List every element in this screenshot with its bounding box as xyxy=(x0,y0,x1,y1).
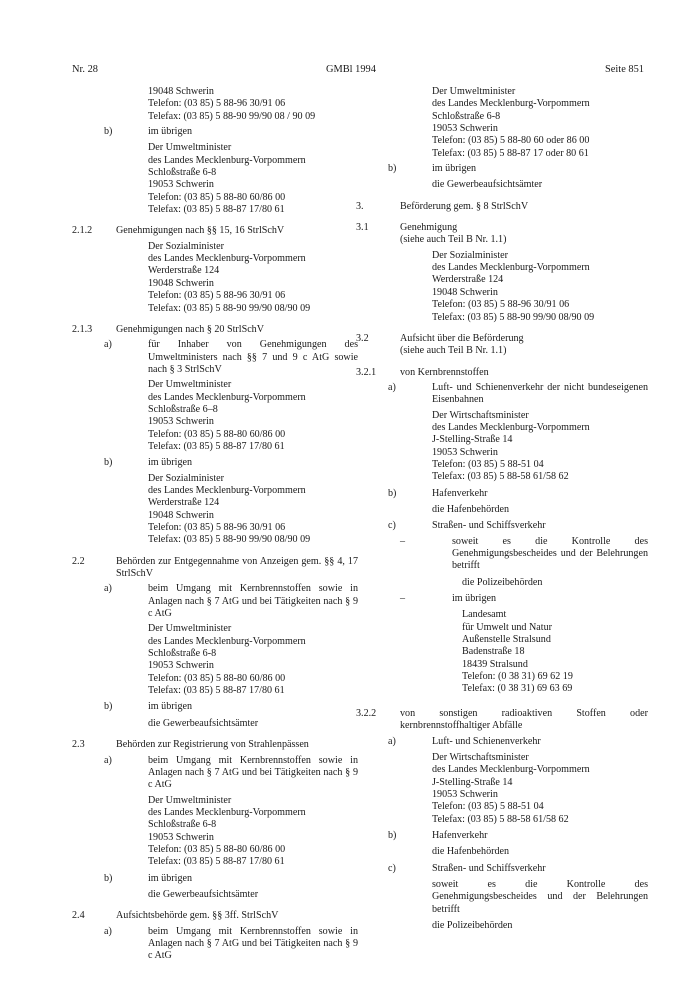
page-label: Seite 851 xyxy=(605,64,644,75)
address-block xyxy=(356,504,648,516)
address-text: Der Umweltminister des Landes Mecklenburg-Vorpommern Schloßstraße 6-8 19053 Schwerin Telefon: (03 85) 5 88-80 60 oder 86 00 Telefax: (03 85) 5 88-87 17 oder 80 61 xyxy=(432,86,590,159)
section-number: 2.4 xyxy=(72,910,85,922)
section-heading xyxy=(356,222,648,247)
address-block xyxy=(72,718,358,730)
address-text: Der Sozialminister des Landes Mecklenburg-Vorpommern Werderstraße 124 19048 Schwerin Telefon: (03 85) 5 88-96 30/91 06 Telefax: (03 85) 5 88-90 99/90 08/90 09 xyxy=(432,249,595,323)
list-item-text: Straßen- und Schiffsverkehr xyxy=(432,520,546,532)
list-item-text: beim Umgang mit Kernbrennstoffen sowie in Anlagen nach § 7 AtG und bei Tätigkeiten nach § 9 c AtG xyxy=(148,925,358,962)
section-heading xyxy=(72,556,358,581)
list-item xyxy=(72,583,358,620)
list-item xyxy=(72,926,358,963)
section-number: 3.2 xyxy=(356,332,369,344)
address-text: Der Sozialminister des Landes Mecklenburg-Vorpommern Werderstraße 124 19048 Schwerin Telefon: (03 85) 5 88-96 30/91 06 Telefax: (03 85) 5 88-90 99/90 08/90 09 xyxy=(148,240,311,314)
list-item-text: für Inhaber von Genehmigungen des Umweltministers nach §§ 7 und 9 c AtG sowie nach § 3 StrlSchV xyxy=(148,339,358,375)
section-heading xyxy=(356,367,648,379)
list-item xyxy=(356,382,648,407)
list-item-text: Hafenverkehr xyxy=(432,829,488,841)
list-item-text: im übrigen xyxy=(148,126,193,138)
list-item xyxy=(356,163,648,175)
list-item-text: Luft- und Schienenverkehr xyxy=(432,736,541,748)
section-heading xyxy=(356,708,648,733)
address-text: soweit es die Kontrolle des Genehmigungsbescheides und der Belehrungen betrifft xyxy=(432,878,648,915)
list-item-text: beim Umgang mit Kernbrennstoffen sowie in Anlagen nach § 7 AtG und bei Tätigkeiten nach § 9 c AtG xyxy=(148,754,358,791)
list-marker: a) xyxy=(104,925,112,937)
address-text: Der Umweltminister des Landes Mecklenburg-Vorpommern Schloßstraße 6-8 19053 Schwerin Telefon: (03 85) 5 88-80 60/86 00 Telefax: (03 85) 5 88-87 17/80 61 xyxy=(148,142,306,216)
section-number: 3.2.1 xyxy=(356,366,377,378)
list-item xyxy=(356,536,648,573)
list-marker: b) xyxy=(388,829,397,841)
section-number: 3.1 xyxy=(356,222,369,234)
address-block xyxy=(356,752,648,826)
address-text: die Hafenbehörden xyxy=(432,503,510,515)
address-block xyxy=(356,250,648,324)
section-title: Behörden zur Registrierung von Strahlenpässen xyxy=(116,739,309,751)
address-block xyxy=(356,179,648,191)
section-number: 2.1.2 xyxy=(72,225,93,237)
section-heading xyxy=(72,225,358,237)
address-text: die Gewerbeaufsichtsämter xyxy=(148,888,259,900)
section-number: 2.2 xyxy=(72,555,85,567)
address-text: die Polizeibehörden xyxy=(462,576,543,588)
address-text: Der Wirtschaftsminister des Landes Mecklenburg-Vorpommern J-Stelling-Straße 14 19053 Schwerin Telefon: (03 85) 5 88-51 04 Telefax: (03 85) 5 88-58 61/58 62 xyxy=(432,751,590,825)
address-text: die Gewerbeaufsichtsämter xyxy=(148,717,259,729)
address-block xyxy=(72,86,358,123)
section-heading xyxy=(72,739,358,751)
list-item-text: im übrigen xyxy=(432,163,477,175)
left-column xyxy=(72,86,358,963)
list-item-text: im übrigen xyxy=(452,593,497,605)
journal-title: GMBl 1994 xyxy=(326,64,376,75)
section-title: Aufsichtsbehörde gem. §§ 3ff. StrlSchV xyxy=(116,910,279,922)
address-text: Der Wirtschaftsminister des Landes Mecklenburg-Vorpommern J-Stelling-Straße 14 19053 Schwerin Telefon: (03 85) 5 88-51 04 Telefax: (03 85) 5 88-58 61/58 62 xyxy=(432,409,590,483)
address-block xyxy=(72,142,358,216)
address-text: 19048 Schwerin Telefon: (03 85) 5 88-96 30/91 06 Telefax: (03 85) 5 88-90 99/90 08 / 90 09 xyxy=(148,86,316,122)
list-marker: – xyxy=(400,535,406,547)
address-text: die Polizeibehörden xyxy=(432,919,513,931)
section-title: von Kernbrennstoffen xyxy=(400,366,489,378)
address-block xyxy=(72,623,358,697)
list-item xyxy=(72,755,358,792)
address-block xyxy=(356,577,648,589)
address-text: die Gewerbeaufsichtsämter xyxy=(432,179,543,191)
address-text: Der Umweltminister des Landes Mecklenburg-Vorpommern Schloßstraße 6–8 19053 Schwerin Telefon: (03 85) 5 88-80 60/86 00 Telefax: (03 85) 5 88-87 17/80 61 xyxy=(148,379,306,452)
list-item xyxy=(72,457,358,469)
list-item xyxy=(356,736,648,748)
section-heading xyxy=(356,201,648,213)
section-title: Genehmigung (siehe auch Teil B Nr. 1.1) xyxy=(400,222,507,246)
section-title: Aufsicht über die Beförderung (siehe auch Teil B Nr. 1.1) xyxy=(400,332,524,357)
address-block xyxy=(356,879,648,916)
list-item-text: soweit es die Kontrolle des Genehmigungsbescheides und der Belehrungen betrifft xyxy=(452,535,648,572)
address-block xyxy=(356,846,648,858)
right-column xyxy=(356,86,648,932)
list-marker: b) xyxy=(388,487,397,499)
address-block xyxy=(356,410,648,484)
list-item xyxy=(72,339,358,376)
list-marker: b) xyxy=(104,701,113,713)
list-marker: b) xyxy=(104,872,113,884)
section-title: Genehmigungen nach §§ 15, 16 StrlSchV xyxy=(116,225,285,237)
list-marker: c) xyxy=(388,520,396,532)
list-marker: c) xyxy=(388,862,396,874)
section-number: 3. xyxy=(356,200,364,212)
section-title: Beförderung gem. § 8 StrlSchV xyxy=(400,200,529,212)
section-title: von sonstigen radioaktiven Stoffen oder kernbrennstoffhaltiger Abfälle xyxy=(400,707,648,732)
section-title: Behörden zur Entgegennahme von Anzeigen gem. §§ 4, 17 StrlSchV xyxy=(116,555,358,580)
list-item-text: im übrigen xyxy=(148,457,193,469)
address-text: Der Sozialminister des Landes Mecklenburg-Vorpommern Werderstraße 124 19048 Schwerin Telefon: (03 85) 5 88-96 30/91 06 Telefax: (03 85) 5 88-90 99/90 08/90 09 xyxy=(148,472,311,546)
address-text: Der Umweltminister des Landes Mecklenburg-Vorpommern Schloßstraße 6-8 19053 Schwerin Telefon: (03 85) 5 88-80 60/86 00 Telefax: (03 85) 5 88-87 17/80 61 xyxy=(148,623,306,697)
list-marker: b) xyxy=(104,126,113,138)
list-item xyxy=(356,863,648,875)
list-item xyxy=(356,593,648,605)
list-item-text: im übrigen xyxy=(148,872,193,884)
address-block xyxy=(72,379,358,453)
list-item-text: Straßen- und Schiffsverkehr xyxy=(432,862,546,874)
section-heading xyxy=(72,324,358,336)
section-heading xyxy=(356,333,648,358)
list-item xyxy=(72,126,358,138)
list-item xyxy=(72,701,358,713)
section-number: 2.1.3 xyxy=(72,323,93,335)
address-block xyxy=(72,241,358,315)
list-item xyxy=(356,830,648,842)
address-block xyxy=(72,889,358,901)
list-marker: b) xyxy=(104,457,113,469)
address-text: Der Umweltminister des Landes Mecklenburg-Vorpommern Schloßstraße 6-8 19053 Schwerin Telefon: (03 85) 5 88-80 60/86 00 Telefax: (03 85) 5 88-87 17/80 61 xyxy=(148,794,306,868)
list-marker: a) xyxy=(388,736,396,748)
list-item xyxy=(356,520,648,532)
section-number: 2.3 xyxy=(72,739,85,751)
list-item-text: beim Umgang mit Kernbrennstoffen sowie in Anlagen nach § 7 AtG und bei Tätigkeiten nach § 9 c AtG xyxy=(148,583,358,620)
address-block xyxy=(356,920,648,932)
address-block xyxy=(356,86,648,160)
page-number-label: Nr. 28 xyxy=(72,64,98,75)
list-item xyxy=(72,873,358,885)
list-marker: a) xyxy=(104,754,112,766)
address-text: die Hafenbehörden xyxy=(432,846,510,858)
address-block xyxy=(72,795,358,869)
list-item-text: im übrigen xyxy=(148,701,193,713)
list-item-text: Hafenverkehr xyxy=(432,487,488,499)
list-marker: a) xyxy=(104,339,112,351)
list-item xyxy=(356,488,648,500)
list-marker: – xyxy=(400,593,406,605)
section-title: Genehmigungen nach § 20 StrlSchV xyxy=(116,323,265,335)
list-marker: a) xyxy=(388,381,396,393)
section-number: 3.2.2 xyxy=(356,707,377,719)
list-item-text: Luft- und Schienenverkehr der nicht bundeseigenen Eisenbahnen xyxy=(432,381,648,406)
list-marker: a) xyxy=(104,583,112,595)
address-block xyxy=(72,473,358,547)
address-block xyxy=(356,609,648,695)
section-heading xyxy=(72,910,358,922)
list-marker: b) xyxy=(388,163,397,175)
address-text: Landesamt für Umwelt und Natur Außenstelle Stralsund Badenstraße 18 18439 Stralsund Telefon: (0 38 31) 69 62 19 Telefax: (0 38 31) 69 63 69 xyxy=(462,609,573,695)
